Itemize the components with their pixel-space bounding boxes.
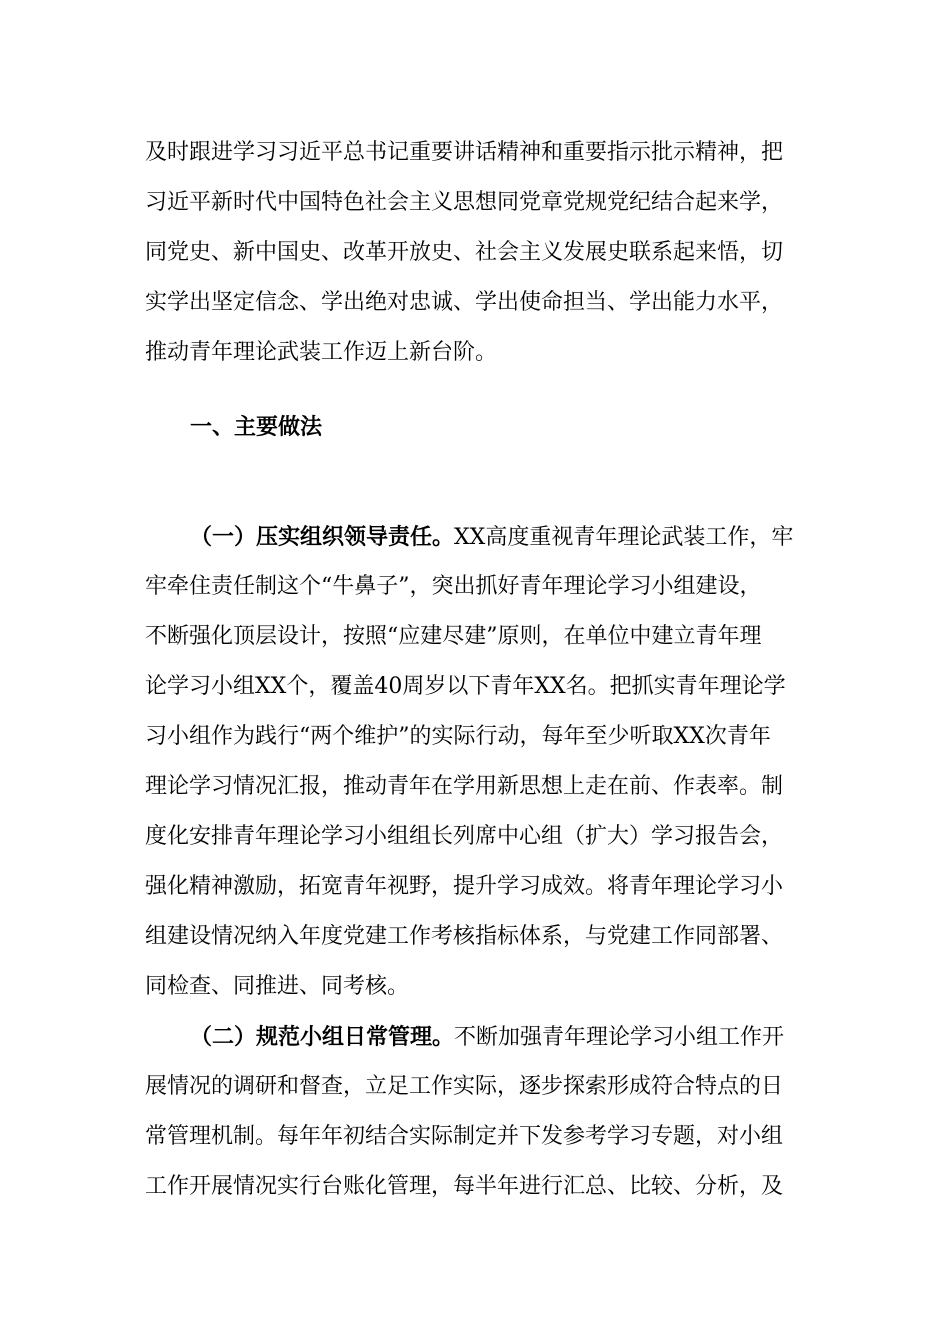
para1-first-line — [190, 522, 805, 553]
para1-line: 论学习小组XX个，覆盖40周岁以下青年XX名。把抓实青年理论学 — [145, 674, 786, 699]
para1-line: 牢牵住责任制这个“牛鼻子”，突出抓好青年理论学习小组建设， — [145, 574, 762, 599]
intro-line-3: 同党史、新中国史、改革开放史、社会主义发展史联系起来悟，切 — [145, 240, 784, 265]
para1-title: （一）压实组织领导责任。 — [190, 524, 455, 550]
para1-line: 同检查、同推进、同考核。 — [145, 974, 410, 999]
para1-line: 度化安排青年理论学习小组组长列席中心组（扩大）学习报告会， — [145, 824, 784, 849]
para2-line: 工作开展情况实行台账化管理，每半年进行汇总、比较、分析，及 — [145, 1174, 784, 1199]
intro-line-1: 及时跟进学习习近平总书记重要讲话精神和重要指示批示精神，把 — [145, 140, 784, 165]
para1-line: 理论学习情况汇报，推动青年在学用新思想上走在前、作表率。制 — [145, 774, 784, 799]
para1-first-rest: XX高度重视青年理论武装工作，牢 — [454, 525, 794, 550]
para2-line: 常管理机制。每年年初结合实际制定并下发参考学习专题，对小组 — [145, 1124, 784, 1149]
para1-line: 不断强化顶层设计，按照“应建尽建”原则，在单位中建立青年理 — [145, 624, 762, 649]
para2-line: 展情况的调研和督查，立足工作实际，逐步探索形成符合特点的日 — [145, 1074, 784, 1099]
para1-line: 强化精神激励，拓宽青年视野，提升学习成效。将青年理论学习小 — [145, 874, 784, 899]
intro-line-2: 习近平新时代中国特色社会主义思想同党章党规党纪结合起来学， — [145, 190, 784, 215]
para2-first-rest: 不断加强青年理论学习小组工作开 — [454, 1025, 785, 1050]
section-heading: 一、主要做法 — [190, 414, 323, 440]
para1-line: 习小组作为践行“两个维护”的实际行动，每年至少听取XX次青年 — [145, 724, 771, 749]
para1-line: 组建设情况纳入年度党建工作考核指标体系，与党建工作同部署、 — [145, 924, 784, 949]
intro-line-4: 实学出坚定信念、学出绝对忠诚、学出使命担当、学出能力水平， — [145, 290, 784, 315]
intro-line-5: 推动青年理论武装工作迈上新台阶。 — [145, 340, 498, 365]
para2-title: （二）规范小组日常管理。 — [190, 1024, 455, 1050]
para2-first-line — [190, 1022, 805, 1053]
